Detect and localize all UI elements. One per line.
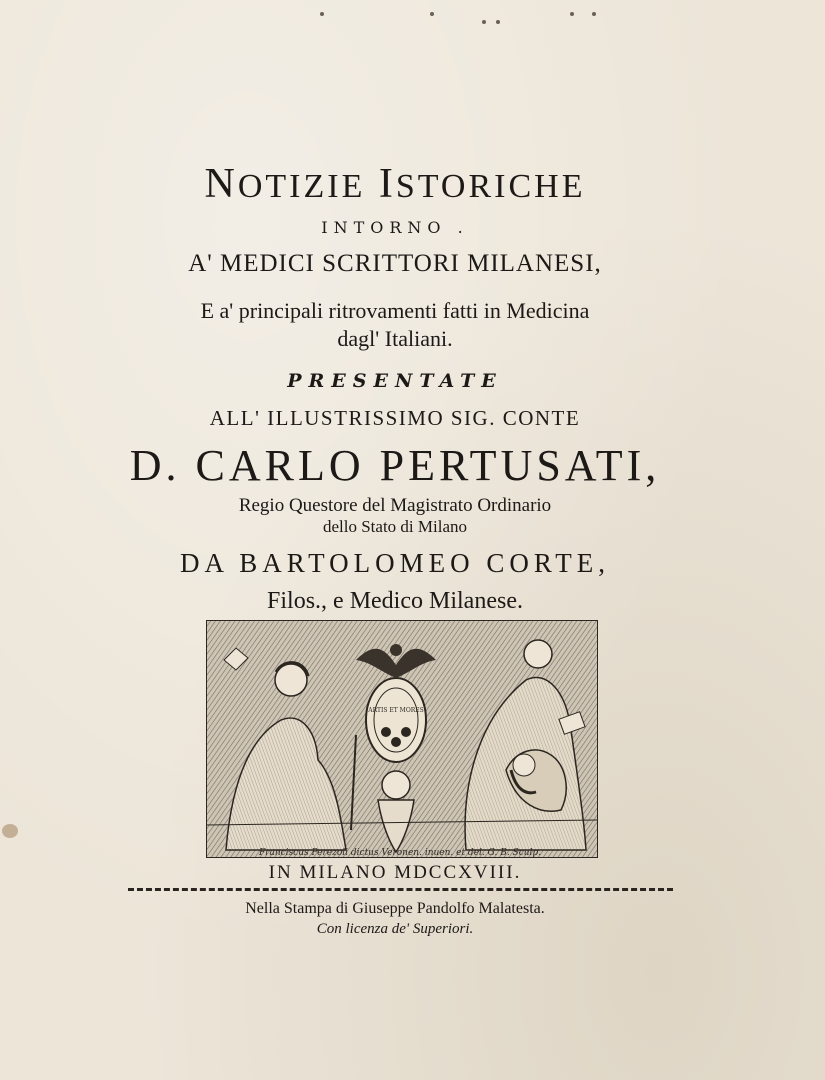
author-title: Filos., e Medico Milanese. bbox=[267, 588, 523, 614]
dedicatee-title-2: dello Stato di Milano bbox=[322, 517, 468, 536]
engraving-motto: ARTIS ET MORES bbox=[368, 707, 424, 714]
divider-rule bbox=[128, 888, 673, 891]
subtitle-line-3: dagl' Italiani. bbox=[337, 326, 453, 351]
dedication-line: ALL' ILLUSTRISSIMO SIG. CONTE bbox=[209, 406, 581, 430]
dedicatee-title-1: Regio Questore del Magistrato Ordinario bbox=[238, 495, 552, 516]
paper-stain bbox=[2, 824, 18, 838]
author-name: DA BARTOLOMEO CORTE, bbox=[179, 548, 611, 578]
engraving-illustration bbox=[206, 620, 598, 858]
subtitle-line-1: A' MEDICI SCRITTORI MILANESI, bbox=[188, 250, 602, 277]
presentate-label: PRESENTATE bbox=[287, 370, 503, 392]
dedicatee-name: D. CARLO PERTUSATI, bbox=[129, 441, 661, 490]
subtitle-intorno: INTORNO . bbox=[321, 218, 469, 237]
place-and-date: IN MILANO MDCCXVIII. bbox=[268, 862, 522, 883]
subtitle-line-2: E a' principali ritrovamenti fatti in Medicina bbox=[200, 298, 590, 323]
book-title: NOTIZIE ISTORICHE bbox=[204, 161, 586, 207]
engraving-signature: Franciscus Perezoli dictus Veronen. inuen. et del. G. B. Sculp. bbox=[258, 848, 542, 858]
engraving-vignette bbox=[206, 620, 598, 858]
license-line: Con licenza de' Superiori. bbox=[316, 921, 474, 937]
printer-line: Nella Stampa di Giuseppe Pandolfo Malatesta. bbox=[245, 900, 545, 917]
paper-specks bbox=[300, 6, 620, 26]
